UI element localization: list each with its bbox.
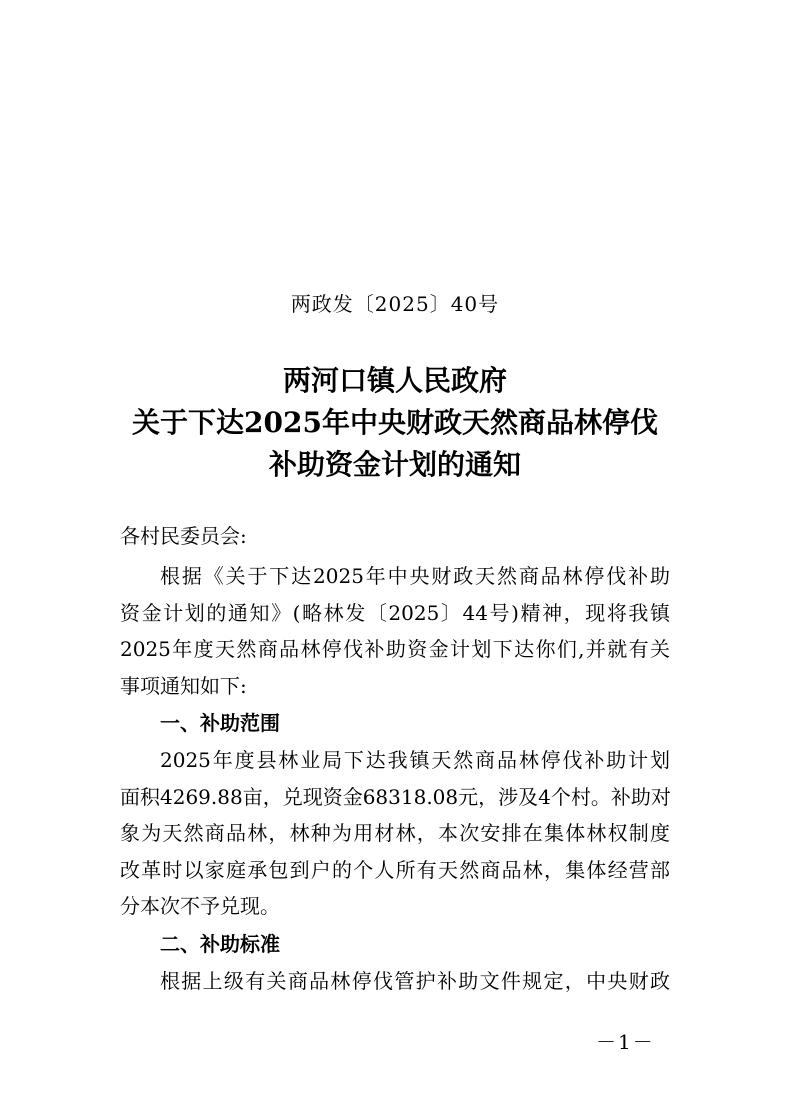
paragraph-line: 象为天然商品林，林种为用材林，本次安排在集体林权制度	[120, 821, 670, 845]
paragraph-line: 改革时以家庭承包到户的个人所有天然商品林，集体经营部	[120, 857, 670, 882]
paragraph-line: 根据《关于下达2025年中央财政天然商品林停伐补助	[160, 564, 670, 588]
salutation: 各村民委员会:	[120, 524, 247, 548]
document-number: 两政发〔2025〕40号	[290, 292, 500, 316]
title-line-2: 关于下达2025年中央财政天然商品林停伐	[132, 406, 658, 439]
document-body	[120, 558, 670, 999]
paragraph-line: 事项通知如下:	[120, 673, 247, 698]
paragraph-line: 2025年度县林业局下达我镇天然商品林停伐补助计划	[160, 748, 670, 772]
paragraph-line: 2025年度天然商品林停伐补助资金计划下达你们,并就有关	[120, 637, 670, 661]
page-number: －1－	[596, 1030, 655, 1054]
title-line-1: 两河口镇人民政府	[282, 364, 507, 397]
paragraph-line: 根据上级有关商品林停伐管护补助文件规定，中央财政	[160, 968, 670, 993]
paragraph-line: 资金计划的通知》(略林发〔2025〕44号)精神，现将我镇	[120, 600, 670, 625]
section-heading: 一、补助范围	[160, 711, 280, 735]
paragraph-line: 分本次不予兑现。	[120, 894, 280, 918]
paragraph-line: 面积4269.88亩，兑现资金68318.08元，涉及4个村。补助对	[120, 784, 671, 809]
document-title	[0, 360, 790, 486]
section-heading: 二、补助标准	[160, 931, 280, 956]
title-line-3: 补助资金计划的通知	[268, 448, 521, 481]
